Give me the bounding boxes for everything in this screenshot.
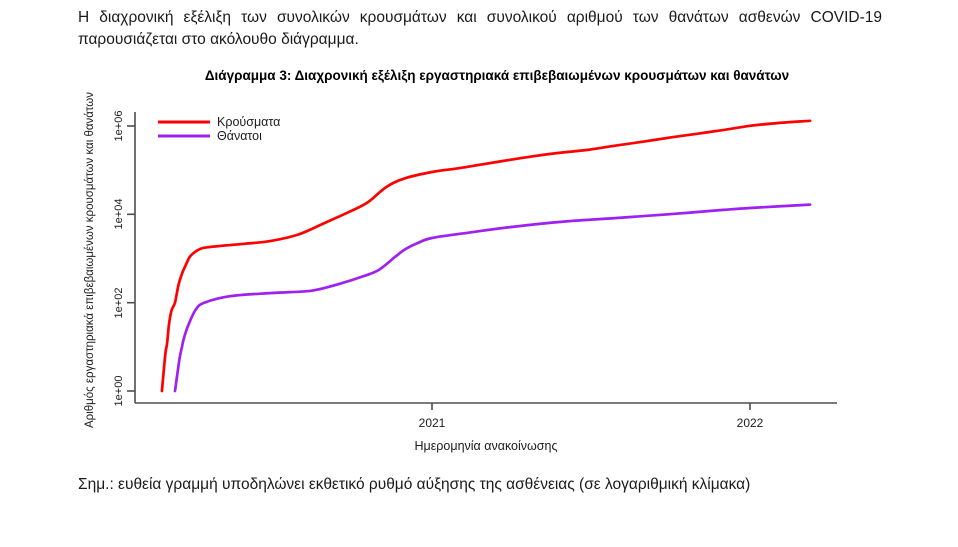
y-tick-label-1e04: 1e+04: [113, 198, 125, 230]
intro-line-1: Η διαχρονική εξέλιξη των συνολικών κρουσμάτων και συνολικού αριθμού των θανάτων ασθενών COVID-19: [78, 9, 882, 26]
footnote: Σημ.: ευθεία γραμμή υποδηλώνει εκθετικό ρυθμό αύξησης της ασθένειας (σε λογαριθμική κλίμακα): [78, 476, 751, 493]
y-tick-label-1e00: 1e+00: [113, 375, 125, 407]
x-axis-title: Ημερομηνία ανακοίνωσης: [414, 439, 558, 453]
x-tick-label-2021: 2021: [418, 416, 446, 430]
intro-paragraph: [78, 7, 882, 51]
chart-title: Διάγραμμα 3: Διαχρονική εξέλιξη εργαστηριακά επιβεβαιωμένων κρουσμάτων και θανάτων: [204, 68, 790, 83]
chart-curves: [162, 121, 810, 391]
y-tick-label-1e02: 1e+02: [113, 287, 125, 319]
x-tick-label-2022: 2022: [736, 416, 764, 430]
y-tick-label-1e06: 1e+06: [113, 110, 125, 142]
intro-line-2: παρουσιάζεται στο ακόλουθο διάγραμμα.: [78, 31, 359, 48]
cases-line: [162, 121, 810, 391]
y-axis-title: Αριθμός εργαστηριακά επιβεβαιωμένων κρουσμάτων και θανάτων: [84, 91, 96, 429]
legend-label-deaths: Θάνατοι: [217, 129, 262, 143]
deaths-line: [175, 205, 810, 391]
legend-label-cases: Κρούσματα: [217, 115, 281, 129]
